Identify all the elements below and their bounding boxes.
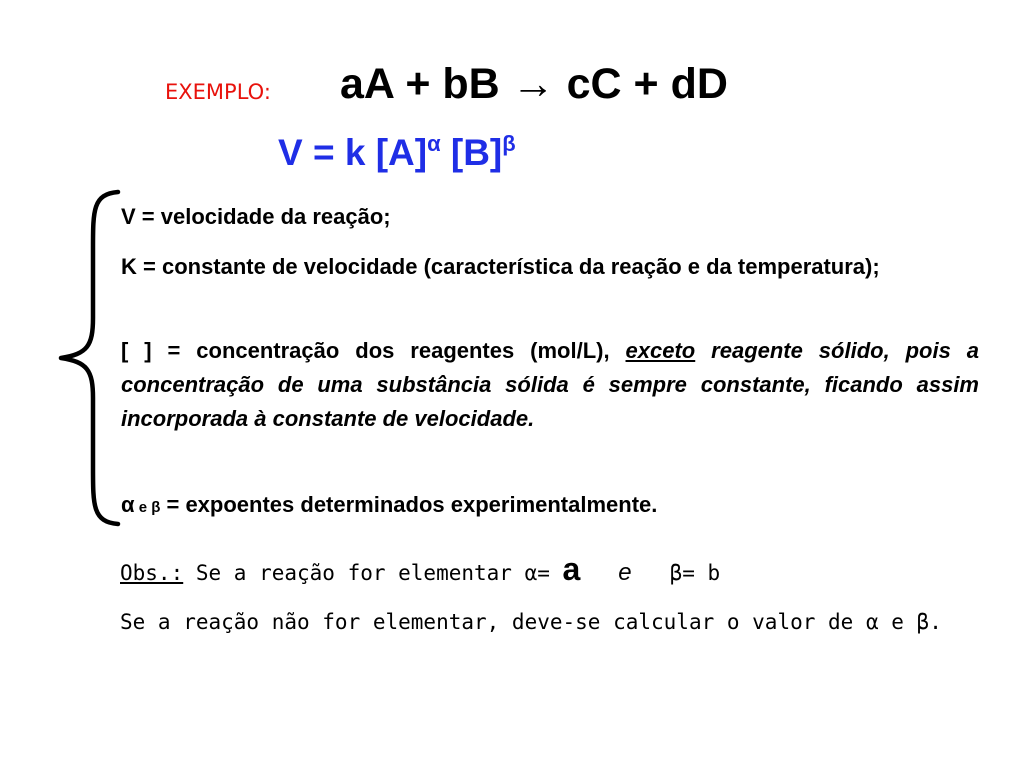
obs-eq1: = xyxy=(537,561,563,585)
rate-law-beta: β xyxy=(502,131,516,156)
exp-e: e xyxy=(134,499,152,516)
obs-beta: β xyxy=(669,561,683,585)
obs-line xyxy=(120,553,720,589)
definition-exponents xyxy=(121,488,979,525)
obs-eq2: = b xyxy=(682,561,721,585)
definition-velocity: V = velocidade da reação; xyxy=(121,204,391,229)
obs-label: Obs.: xyxy=(120,561,184,585)
exp-rest: = expoentes determinados experimentalmente. xyxy=(160,492,658,517)
rate-law-alpha: α xyxy=(427,131,441,156)
rate-law-prefix: V = k [A] xyxy=(278,132,428,173)
conc-rest: reagente sólido, pois a concentração de uma substância sólida é sempre constante, ficando assim incorporada à constante de velocidade. xyxy=(121,338,979,431)
example-label: EXEMPLO: xyxy=(165,80,271,104)
obs-text: Se a reação for elementar xyxy=(183,561,525,585)
obs-e: e xyxy=(618,559,632,586)
conc-start: [ ] = concentração dos reagentes (mol/L), xyxy=(121,338,626,363)
note-end: . xyxy=(929,610,942,634)
rate-law-equation xyxy=(278,131,516,174)
reaction-equation: aA + bB → cC + dD xyxy=(340,60,728,108)
exp-beta: β xyxy=(151,499,161,516)
obs-alpha: α xyxy=(524,561,538,585)
note-text: Se a reação não for elementar, deve-se calcular o valor de xyxy=(120,610,866,634)
note-alpha: α xyxy=(865,610,879,634)
definition-concentration xyxy=(121,334,979,436)
curly-brace xyxy=(55,188,125,528)
note-beta: β xyxy=(916,610,930,634)
exp-alpha: α xyxy=(121,492,135,517)
note-line xyxy=(120,605,980,639)
rate-law-mid: [B] xyxy=(440,132,503,173)
obs-a: a xyxy=(562,551,581,587)
note-e: e xyxy=(878,610,917,634)
definition-constant: K = constante de velocidade (característica da reação e da temperatura); xyxy=(121,254,880,279)
conc-exceto: exceto xyxy=(625,338,696,363)
